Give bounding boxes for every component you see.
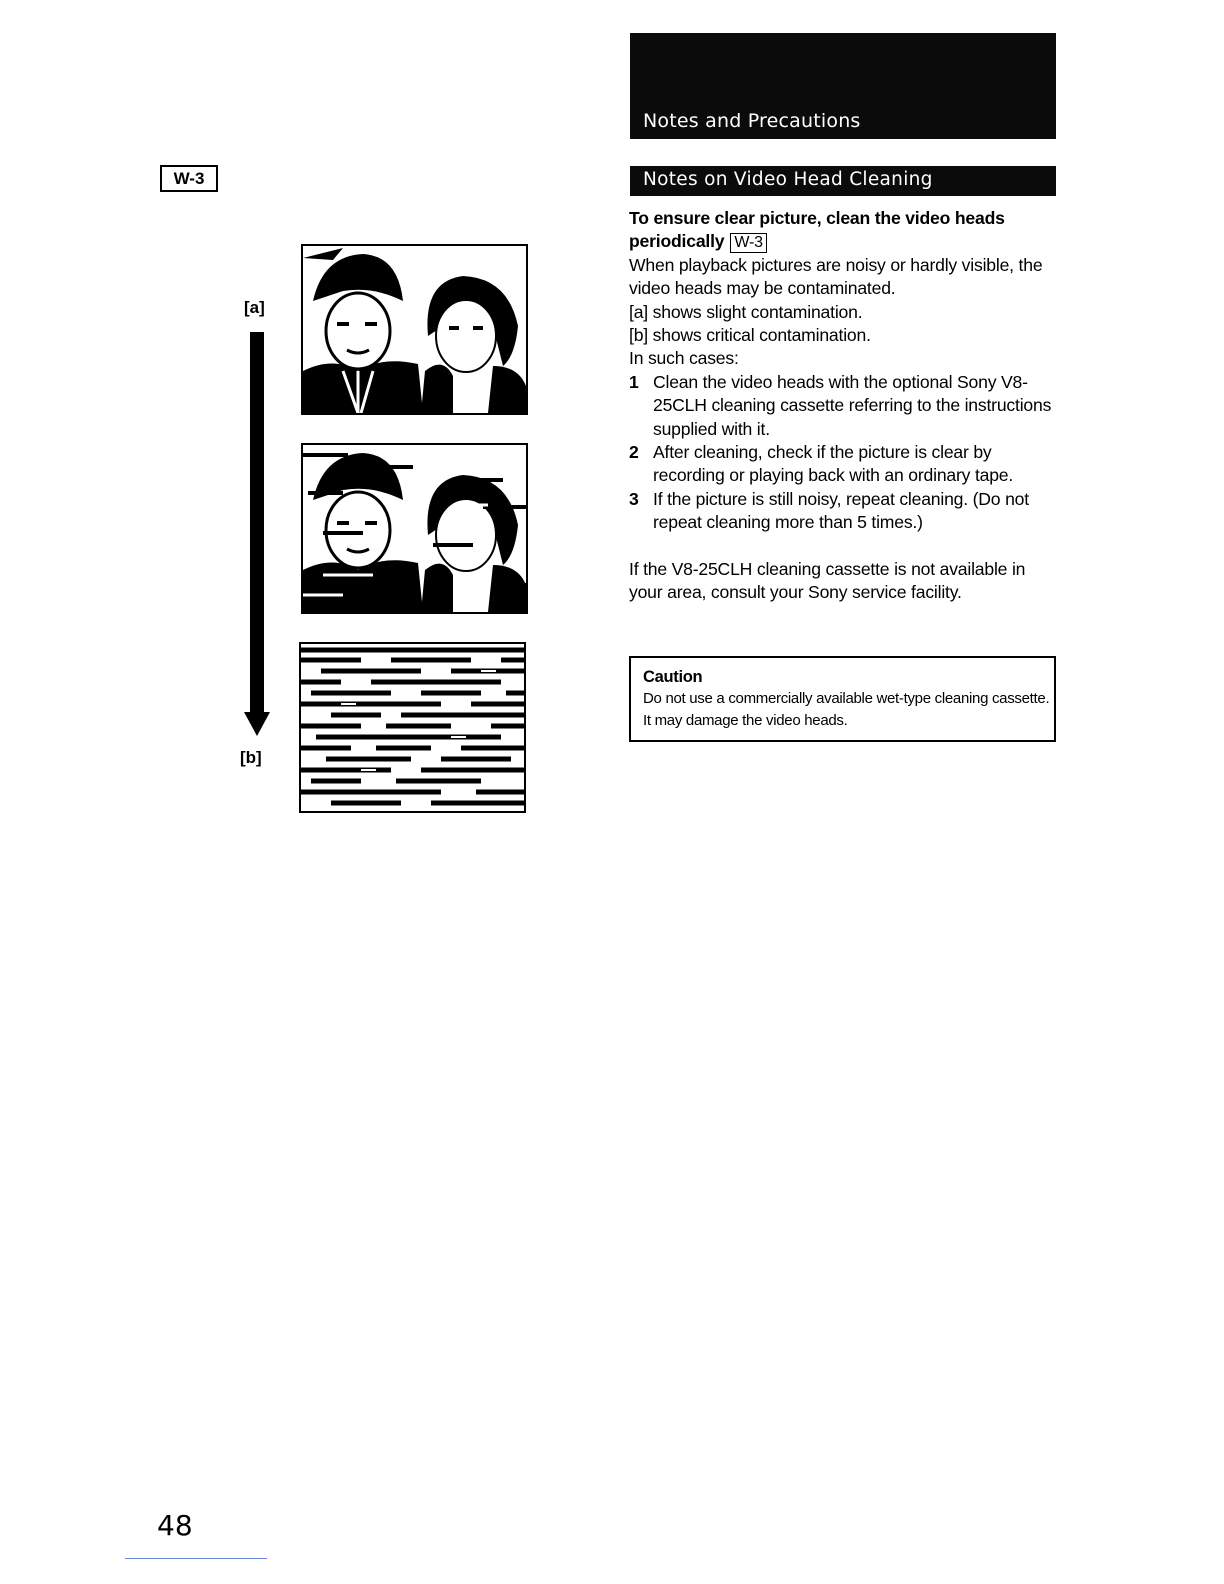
portrait-image xyxy=(303,445,526,612)
noise-image xyxy=(301,644,524,811)
footer-divider xyxy=(125,1558,267,1559)
section-title: Notes on Video Head Cleaning xyxy=(643,169,933,190)
body-text xyxy=(629,207,1059,605)
figure-tag: W-3 xyxy=(160,165,218,192)
label-critical: [b] xyxy=(240,748,262,767)
step-number: 3 xyxy=(629,488,639,509)
intro-text: When playback pictures are noisy or hardly visible, the video heads may be contaminated. xyxy=(629,254,1043,299)
section-header xyxy=(630,166,1056,196)
steps-list xyxy=(629,371,1059,535)
portrait-image xyxy=(303,246,526,413)
step-text: If the picture is still noisy, repeat cleaning. (Do not repeat cleaning more than 5 times.) xyxy=(653,488,1029,533)
line-cases: In such cases: xyxy=(629,348,739,369)
screen-moderate-contamination xyxy=(301,443,528,614)
caution-text: Do not use a commercially available wet-type cleaning cassette. It may damage the video heads. xyxy=(643,690,1050,729)
step-text: Clean the video heads with the optional Sony V8-25CLH cleaning cassette referring to the instructions supplied with it. xyxy=(653,371,1052,439)
caution-title: Caution xyxy=(643,668,703,686)
header-title: Notes and Precautions xyxy=(643,110,861,132)
label-slight: [a] xyxy=(244,298,265,317)
page-number: 48 xyxy=(157,1509,193,1542)
arrow-down-icon xyxy=(244,712,270,736)
step-number: 2 xyxy=(629,442,639,463)
instruction-heading xyxy=(629,207,1059,254)
inline-figure-tag: W-3 xyxy=(730,233,766,253)
list-item xyxy=(629,441,1059,488)
step-text: After cleaning, check if the picture is clear by recording or playing back with an ordinary tape. xyxy=(653,442,1014,486)
screen-critical-contamination xyxy=(299,642,526,813)
list-item xyxy=(629,488,1059,535)
list-item xyxy=(629,371,1059,441)
availability-text: If the V8-25CLH cleaning cassette is not available in your area, consult your Sony service facility. xyxy=(629,558,1026,603)
caution-box xyxy=(629,656,1056,742)
line-a: [a] shows slight contamination. xyxy=(629,301,863,322)
line-b: [b] shows critical contamination. xyxy=(629,325,871,346)
screen-slight-contamination xyxy=(301,244,528,415)
contamination-arrow xyxy=(250,332,264,714)
heading-text: To ensure clear picture, clean the video heads periodically xyxy=(629,208,1005,252)
page-header xyxy=(630,33,1056,139)
step-number: 1 xyxy=(629,371,639,392)
